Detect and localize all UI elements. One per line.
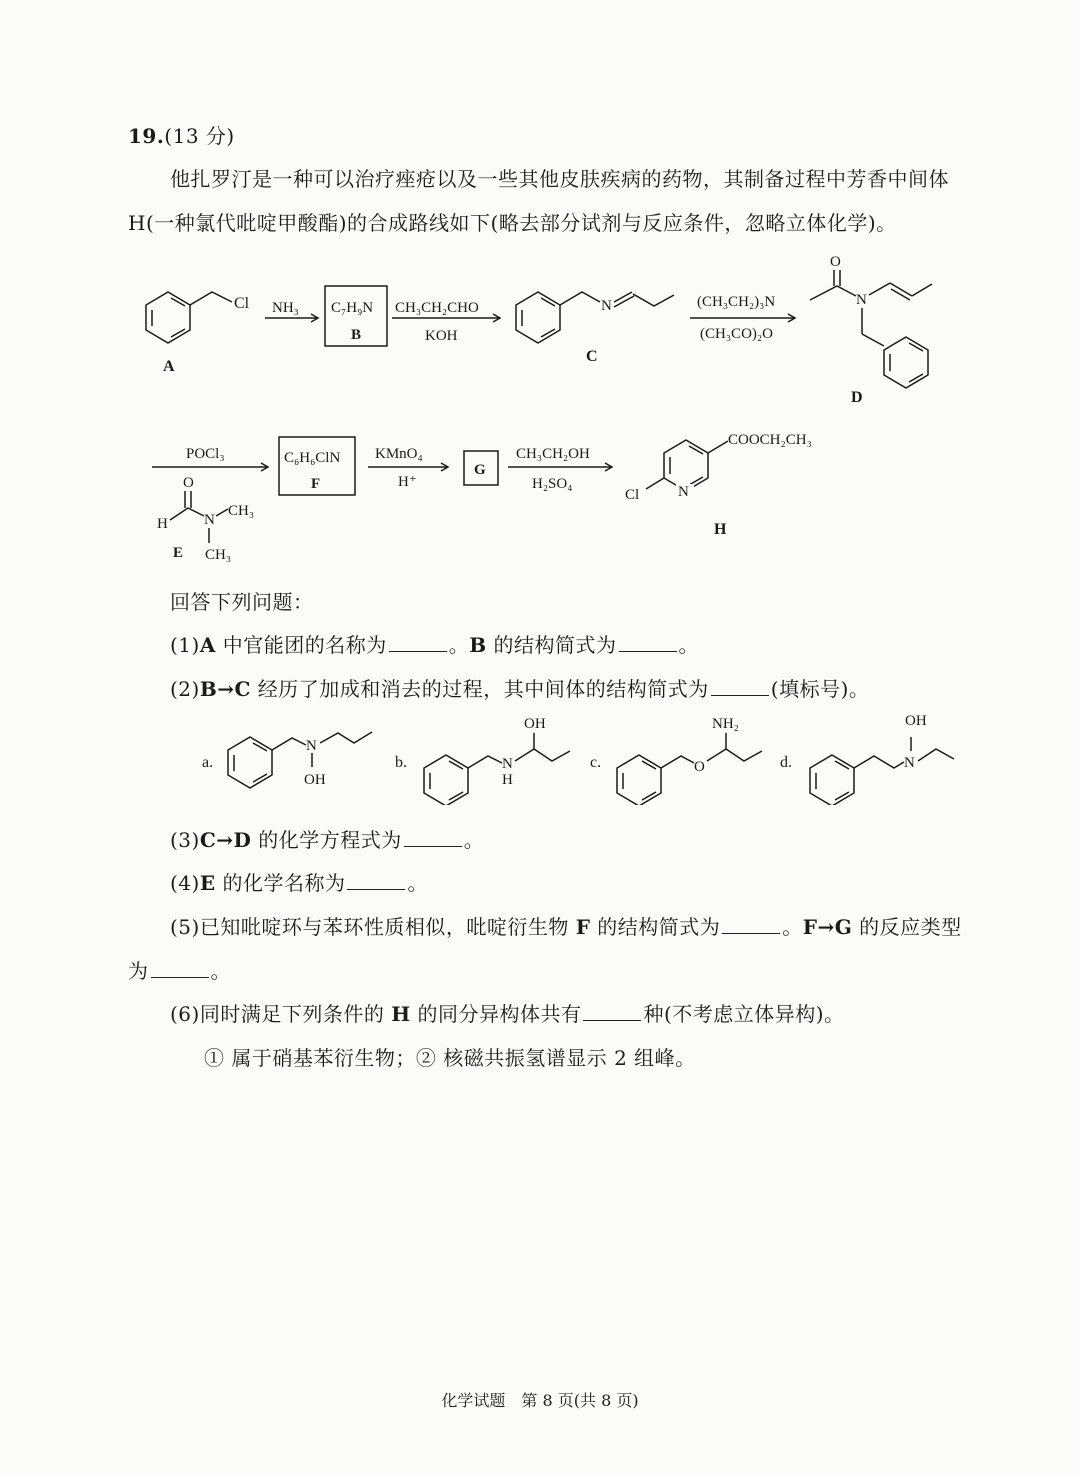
q1-answer-blank-1[interactable] <box>389 633 447 652</box>
compound-G-box <box>464 451 498 485</box>
intro-line-1: 他扎罗汀是一种可以治疗痤疮以及一些其他皮肤疾病的药物，其制备过程中芳香中间体 <box>170 167 949 191</box>
option-d <box>780 713 954 805</box>
option-a-nitrogen: N <box>306 738 317 754</box>
option-b-hydrogen: H <box>502 772 513 788</box>
q3-number: (3) <box>170 828 200 852</box>
option-a-hydroxyl: OH <box>304 772 326 788</box>
arrow-A-B <box>265 300 318 322</box>
option-d-label: d. <box>780 754 792 771</box>
label-A: A <box>163 358 175 375</box>
question-3 <box>170 824 484 853</box>
option-c-label: c. <box>590 754 602 771</box>
E-oxygen: O <box>183 475 194 491</box>
reagent-koh: KOH <box>425 328 458 344</box>
q5-period-2: 。 <box>210 959 231 983</box>
q4-period: 。 <box>407 871 428 895</box>
question-5-cont <box>128 955 231 984</box>
H-ester-group: COOCH₂CH₃ <box>728 432 812 448</box>
label-G: G <box>474 462 486 478</box>
q6-text-a: (6)同时满足下列条件的 <box>170 1002 392 1026</box>
option-c <box>590 716 762 805</box>
question-number: 19. <box>128 124 165 148</box>
q3-text: 的化学方程式为 <box>251 828 402 852</box>
reagent-propanal: CH₃CH₂CHO <box>395 300 479 316</box>
compound-F-box <box>279 437 355 495</box>
q2-number: (2) <box>170 677 200 701</box>
question-header <box>128 120 235 149</box>
q5-reaction: F→G <box>802 915 853 939</box>
q5-compound-F: F <box>575 915 591 939</box>
option-c-oxygen: O <box>694 759 705 775</box>
reagent-h2so4: H₂SO₄ <box>532 476 573 492</box>
H-ring-nitrogen: N <box>678 484 689 500</box>
reagent-nh3: NH₃ <box>272 300 299 316</box>
q4-text: 的化学名称为 <box>215 871 346 895</box>
q2-fill-hint: (填标号)。 <box>770 677 870 701</box>
q1-compound-A: A <box>199 633 216 657</box>
compound-D <box>810 254 932 406</box>
q1-answer-blank-2[interactable] <box>619 633 677 652</box>
A-chlorine: Cl <box>234 295 250 312</box>
option-b <box>395 716 570 805</box>
q5-text-c: 的反应类型 <box>852 915 962 939</box>
label-F: F <box>311 476 321 492</box>
arrow-F-G <box>368 446 448 490</box>
question-1 <box>170 629 699 658</box>
compound-A <box>146 292 250 375</box>
label-D: D <box>851 389 863 406</box>
synthesis-scheme <box>0 240 1080 600</box>
q5-text-b: 的结构简式为 <box>590 915 721 939</box>
formula-B: C₇H₉N <box>331 300 374 316</box>
question-6 <box>170 998 845 1027</box>
q2-options <box>0 705 1080 805</box>
q6-text-b: 的同分异构体共有 <box>410 1002 582 1026</box>
q5-period-1: 。 <box>782 915 803 939</box>
q6-conditions: ① 属于硝基苯衍生物；② 核磁共振氢谱显示 2 组峰。 <box>204 1046 696 1070</box>
E-hydrogen: H <box>157 516 168 532</box>
compound-E <box>157 475 254 563</box>
reagent-h-plus: H⁺ <box>398 474 417 490</box>
question-5 <box>170 911 962 940</box>
option-d-nitrogen: N <box>904 755 915 771</box>
H-chlorine: Cl <box>625 487 640 503</box>
compound-C <box>516 292 674 365</box>
arrow-B-C <box>392 300 500 344</box>
q5-text-a: (5)已知吡啶环与苯环性质相似，吡啶衍生物 <box>170 915 576 939</box>
q2-text: 经历了加成和消去的过程，其中间体的结构简式为 <box>250 677 709 701</box>
reagent-et3n: (CH₃CH₂)₃N <box>697 294 776 310</box>
q2-answer-blank[interactable] <box>711 677 769 696</box>
reagent-kmno4: KMnO₄ <box>375 446 423 462</box>
q5-answer-blank-2[interactable] <box>151 959 209 978</box>
question-4 <box>170 867 428 896</box>
q3-period: 。 <box>463 828 485 852</box>
option-a <box>202 732 372 788</box>
label-H: H <box>714 521 727 538</box>
q4-answer-blank[interactable] <box>347 871 405 890</box>
E-methyl-bottom: CH₃ <box>205 547 232 563</box>
q6-answer-blank[interactable] <box>583 1002 641 1021</box>
q1-number: (1) <box>170 633 200 657</box>
q3-answer-blank[interactable] <box>404 828 462 847</box>
q5-answer-blank-1[interactable] <box>722 915 780 934</box>
compound-H <box>625 432 812 538</box>
formula-F: C₆H₆ClN <box>284 450 341 466</box>
arrow-C-D <box>690 294 795 342</box>
q1-text-a: 中官能团的名称为 <box>215 633 387 657</box>
option-d-hydroxyl: OH <box>905 713 927 729</box>
q2-reaction: B→C <box>199 677 251 701</box>
label-B: B <box>351 327 362 343</box>
question-score: (13 分) <box>164 124 235 148</box>
option-b-label: b. <box>395 754 407 771</box>
reagent-ethanol: CH₃CH₂OH <box>516 446 590 462</box>
reagent-ac2o: (CH₃CO)₂O <box>700 326 773 342</box>
compound-B-box <box>325 286 387 346</box>
q6-text-c: 种(不考虑立体异构)。 <box>643 1002 845 1026</box>
q3-reaction: C→D <box>199 828 252 852</box>
D-oxygen: O <box>830 254 841 270</box>
arrow-D-F <box>152 446 268 471</box>
option-b-nitrogen: N <box>502 756 513 772</box>
q5-text-d: 为 <box>128 959 149 983</box>
question-2 <box>170 673 869 702</box>
C-nitrogen: N <box>601 298 612 314</box>
intro-line-2: H(一种氯代吡啶甲酸酯)的合成路线如下(略去部分试剂与反应条件，忽略立体化学)。 <box>128 211 897 235</box>
reagent-pocl3: POCl₃ <box>186 446 225 462</box>
option-b-hydroxyl: OH <box>524 716 546 732</box>
q4-number: (4) <box>170 871 200 895</box>
E-nitrogen: N <box>204 512 215 528</box>
q1-period-1: 。 <box>448 633 470 657</box>
page-footer: 化学试题 第 8 页(共 8 页) <box>441 1391 639 1410</box>
q1-period-2: 。 <box>678 633 699 657</box>
D-nitrogen: N <box>856 292 867 308</box>
q4-compound-E: E <box>199 871 216 895</box>
q1-text-b: 的结构简式为 <box>486 633 617 657</box>
answer-prompt: 回答下列问题： <box>170 590 314 614</box>
arrow-G-H <box>508 446 612 492</box>
option-c-amine: NH₂ <box>712 716 739 732</box>
q6-compound-H: H <box>391 1002 411 1026</box>
label-C: C <box>586 348 598 365</box>
option-a-label: a. <box>202 754 214 771</box>
label-E: E <box>173 545 184 561</box>
E-methyl-top: CH₃ <box>228 503 255 519</box>
q1-compound-B: B <box>469 633 487 657</box>
